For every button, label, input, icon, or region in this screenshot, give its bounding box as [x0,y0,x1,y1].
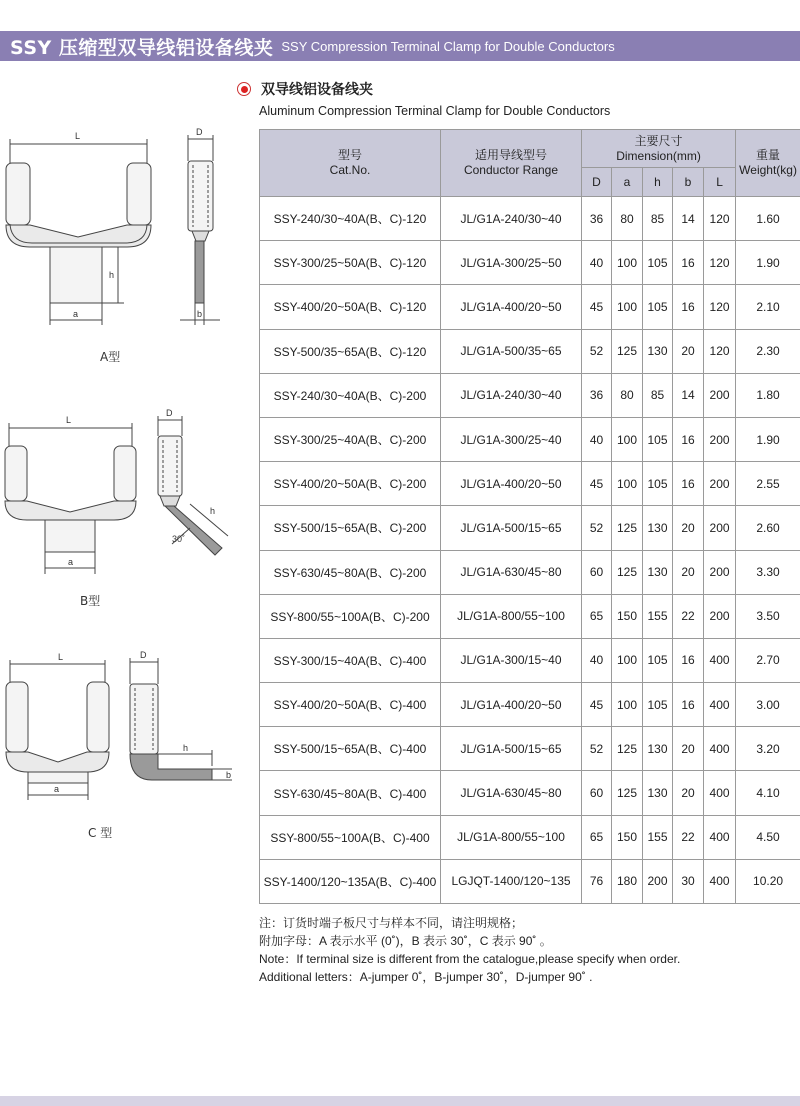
section-heading [237,79,373,99]
header-dim-a: a [612,168,643,197]
table-cell: 120 [704,197,736,241]
header-dim-d: D [582,168,612,197]
table-cell: 1.80 [736,373,800,417]
table-row [260,506,800,550]
table-cell: 120 [704,285,736,329]
type-b-label: B型 [80,594,101,608]
table-cell: 36 [582,197,612,241]
notes [259,914,680,986]
table-cell: JL/G1A-240/30~40 [441,373,582,417]
table-cell: 125 [612,771,643,815]
dim-label-a-c: a [54,784,60,794]
table-cell: 16 [673,417,704,461]
table-cell: 22 [673,815,704,859]
table-cell: JL/G1A-400/20~50 [441,285,582,329]
table-cell: 76 [582,859,612,903]
table-cell: 105 [643,417,673,461]
note-line-2: 附加字母：A 表示水平 (0˚)，B 表示 30˚，C 表示 90˚ 。 [259,934,552,948]
table-row [260,329,800,373]
table-cell: 20 [673,506,704,550]
footer-band [0,1096,800,1106]
table-cell: SSY-240/30~40A(B、C)-120 [260,197,441,241]
table-cell: 105 [643,241,673,285]
table-cell: 10.20 [736,859,800,903]
table-cell: 155 [643,815,673,859]
page-header [0,31,800,61]
dim-label-l-c: L [58,652,64,662]
header-title-cn: SSY 压缩型双导线铝设备线夹 [10,36,274,59]
table-cell: 1.60 [736,197,800,241]
table-row [260,373,800,417]
note-line-4: Additional letters：A-jumper 0˚，B-jumper 30˚，D-jumper 90˚ . [259,970,593,984]
table-cell: 105 [643,638,673,682]
table-row [260,727,800,771]
table-cell: 4.10 [736,771,800,815]
header-dimension: 主要尺寸 Dimension(mm) [582,130,736,168]
table-cell: 60 [582,771,612,815]
type-a-label: A型 [100,350,121,364]
table-cell: 30 [673,859,704,903]
table-cell: 400 [704,815,736,859]
table-row [260,417,800,461]
table-cell: 400 [704,683,736,727]
table-cell: 200 [704,506,736,550]
table-cell: 16 [673,683,704,727]
table-cell: 100 [612,241,643,285]
bullet-icon [237,82,251,96]
table-cell: 3.00 [736,683,800,727]
diagram-type-c [0,650,245,810]
table-cell: 400 [704,771,736,815]
table-cell: 2.60 [736,506,800,550]
spec-table-body [260,197,800,904]
table-row [260,594,800,638]
header-catno: 型号 Cat.No. [260,130,441,197]
diagram-type-a [0,125,240,335]
table-cell: SSY-400/20~50A(B、C)-400 [260,683,441,727]
table-cell: 125 [612,506,643,550]
table-cell: 100 [612,285,643,329]
table-cell: JL/G1A-300/25~40 [441,417,582,461]
table-cell: 130 [643,329,673,373]
table-cell: 100 [612,462,643,506]
table-cell: 65 [582,815,612,859]
table-cell: 125 [612,329,643,373]
table-cell: 20 [673,550,704,594]
table-cell: 100 [612,638,643,682]
table-cell: 22 [673,594,704,638]
table-row [260,683,800,727]
dim-label-a-b: a [68,557,74,567]
table-cell: 52 [582,506,612,550]
table-cell: 130 [643,506,673,550]
dim-label-b: b [197,309,203,319]
table-cell: 14 [673,373,704,417]
header-dim-l: L [704,168,736,197]
table-cell: SSY-800/55~100A(B、C)-400 [260,815,441,859]
table-cell: SSY-240/30~40A(B、C)-200 [260,373,441,417]
table-cell: 2.70 [736,638,800,682]
table-cell: 150 [612,594,643,638]
note-line-1: 注：订货时端子板尺寸与样本不同，请注明规格； [259,916,524,930]
table-cell: SSY-300/15~40A(B、C)-400 [260,638,441,682]
table-cell: 65 [582,594,612,638]
table-cell: 40 [582,241,612,285]
table-cell: 85 [643,373,673,417]
table-row [260,771,800,815]
table-cell: 155 [643,594,673,638]
dim-label-d-b: D [166,408,173,418]
table-cell: 1.90 [736,417,800,461]
type-c-label: C 型 [88,826,113,840]
table-cell: JL/G1A-240/30~40 [441,197,582,241]
table-cell: SSY-300/25~40A(B、C)-200 [260,417,441,461]
table-cell: 100 [612,417,643,461]
table-cell: 200 [704,550,736,594]
dim-label-h-b: h [210,506,216,516]
table-cell: 150 [612,815,643,859]
table-cell: SSY-500/15~65A(B、C)-200 [260,506,441,550]
table-cell: 105 [643,285,673,329]
table-cell: JL/G1A-400/20~50 [441,462,582,506]
table-cell: 105 [643,683,673,727]
table-cell: SSY-400/20~50A(B、C)-200 [260,462,441,506]
table-cell: 36 [582,373,612,417]
table-row [260,815,800,859]
table-cell: JL/G1A-300/15~40 [441,638,582,682]
table-cell: SSY-500/15~65A(B、C)-400 [260,727,441,771]
table-cell: 100 [612,683,643,727]
table-cell: LGJQT-1400/120~135 [441,859,582,903]
dim-label-b-c: b [226,770,232,780]
table-cell: 20 [673,329,704,373]
table-cell: 40 [582,417,612,461]
table-cell: JL/G1A-400/20~50 [441,683,582,727]
table-cell: SSY-800/55~100A(B、C)-200 [260,594,441,638]
table-cell: SSY-500/35~65A(B、C)-120 [260,329,441,373]
diagram-type-b [0,408,245,593]
table-cell: 60 [582,550,612,594]
table-cell: 200 [704,594,736,638]
dim-label-h: h [109,270,115,280]
table-cell: 2.10 [736,285,800,329]
table-row [260,241,800,285]
table-cell: 2.55 [736,462,800,506]
table-cell: 180 [612,859,643,903]
note-line-3: Note：If terminal size is different from the catalogue,please specify when order. [259,952,681,966]
table-cell: 80 [612,373,643,417]
table-cell: JL/G1A-500/15~65 [441,506,582,550]
table-cell: SSY-400/20~50A(B、C)-120 [260,285,441,329]
table-cell: 20 [673,771,704,815]
table-cell: 16 [673,285,704,329]
table-cell: 130 [643,771,673,815]
table-cell: 120 [704,241,736,285]
table-cell: 3.20 [736,727,800,771]
angle-label-30: 30˚ [172,534,186,544]
table-cell: SSY-630/45~80A(B、C)-200 [260,550,441,594]
table-cell: 400 [704,727,736,771]
dim-label-d: D [196,127,203,137]
table-cell: 80 [612,197,643,241]
table-cell: 125 [612,727,643,771]
table-row [260,859,800,903]
section-title-en: Aluminum Compression Terminal Clamp for Double Conductors [259,104,611,118]
table-cell: 105 [643,462,673,506]
table-cell: 3.50 [736,594,800,638]
table-cell: 45 [582,285,612,329]
dim-label-h-c: h [183,743,189,753]
table-row [260,638,800,682]
table-row [260,550,800,594]
table-cell: 20 [673,727,704,771]
dim-label-l-b: L [66,415,72,425]
table-cell: 200 [704,462,736,506]
section-title-cn: 双导线铝设备线夹 [261,82,373,98]
table-cell: SSY-300/25~50A(B、C)-120 [260,241,441,285]
table-cell: 2.30 [736,329,800,373]
table-cell: 130 [643,727,673,771]
table-cell: SSY-1400/120~135A(B、C)-400 [260,859,441,903]
table-cell: JL/G1A-800/55~100 [441,594,582,638]
dim-label-a: a [73,309,79,319]
spec-table [259,129,800,904]
table-cell: 200 [643,859,673,903]
table-cell: JL/G1A-300/25~50 [441,241,582,285]
table-cell: 4.50 [736,815,800,859]
table-cell: JL/G1A-630/45~80 [441,771,582,815]
dim-label-d-c: D [140,650,147,660]
table-cell: 130 [643,550,673,594]
table-cell: 52 [582,727,612,771]
table-cell: 40 [582,638,612,682]
table-cell: SSY-630/45~80A(B、C)-400 [260,771,441,815]
header-dim-b: b [673,168,704,197]
table-cell: 16 [673,241,704,285]
table-row [260,285,800,329]
table-cell: 3.30 [736,550,800,594]
table-cell: 125 [612,550,643,594]
table-cell: 45 [582,683,612,727]
table-cell: 16 [673,638,704,682]
table-cell: 85 [643,197,673,241]
table-cell: 52 [582,329,612,373]
dim-label-l: L [75,131,81,141]
table-cell: 200 [704,417,736,461]
header-title-en: SSY Compression Terminal Clamp for Double Conductors [281,38,615,54]
table-cell: 1.90 [736,241,800,285]
table-row [260,462,800,506]
table-row [260,197,800,241]
header-weight: 重量 Weight(kg) [736,130,800,197]
table-cell: 400 [704,638,736,682]
table-cell: JL/G1A-630/45~80 [441,550,582,594]
table-cell: JL/G1A-500/15~65 [441,727,582,771]
table-cell: JL/G1A-800/55~100 [441,815,582,859]
table-cell: JL/G1A-500/35~65 [441,329,582,373]
header-dim-h: h [643,168,673,197]
table-cell: 45 [582,462,612,506]
table-cell: 120 [704,329,736,373]
table-cell: 200 [704,373,736,417]
table-cell: 400 [704,859,736,903]
table-cell: 14 [673,197,704,241]
header-conductor: 适用导线型号 Conductor Range [441,130,582,197]
table-cell: 16 [673,462,704,506]
